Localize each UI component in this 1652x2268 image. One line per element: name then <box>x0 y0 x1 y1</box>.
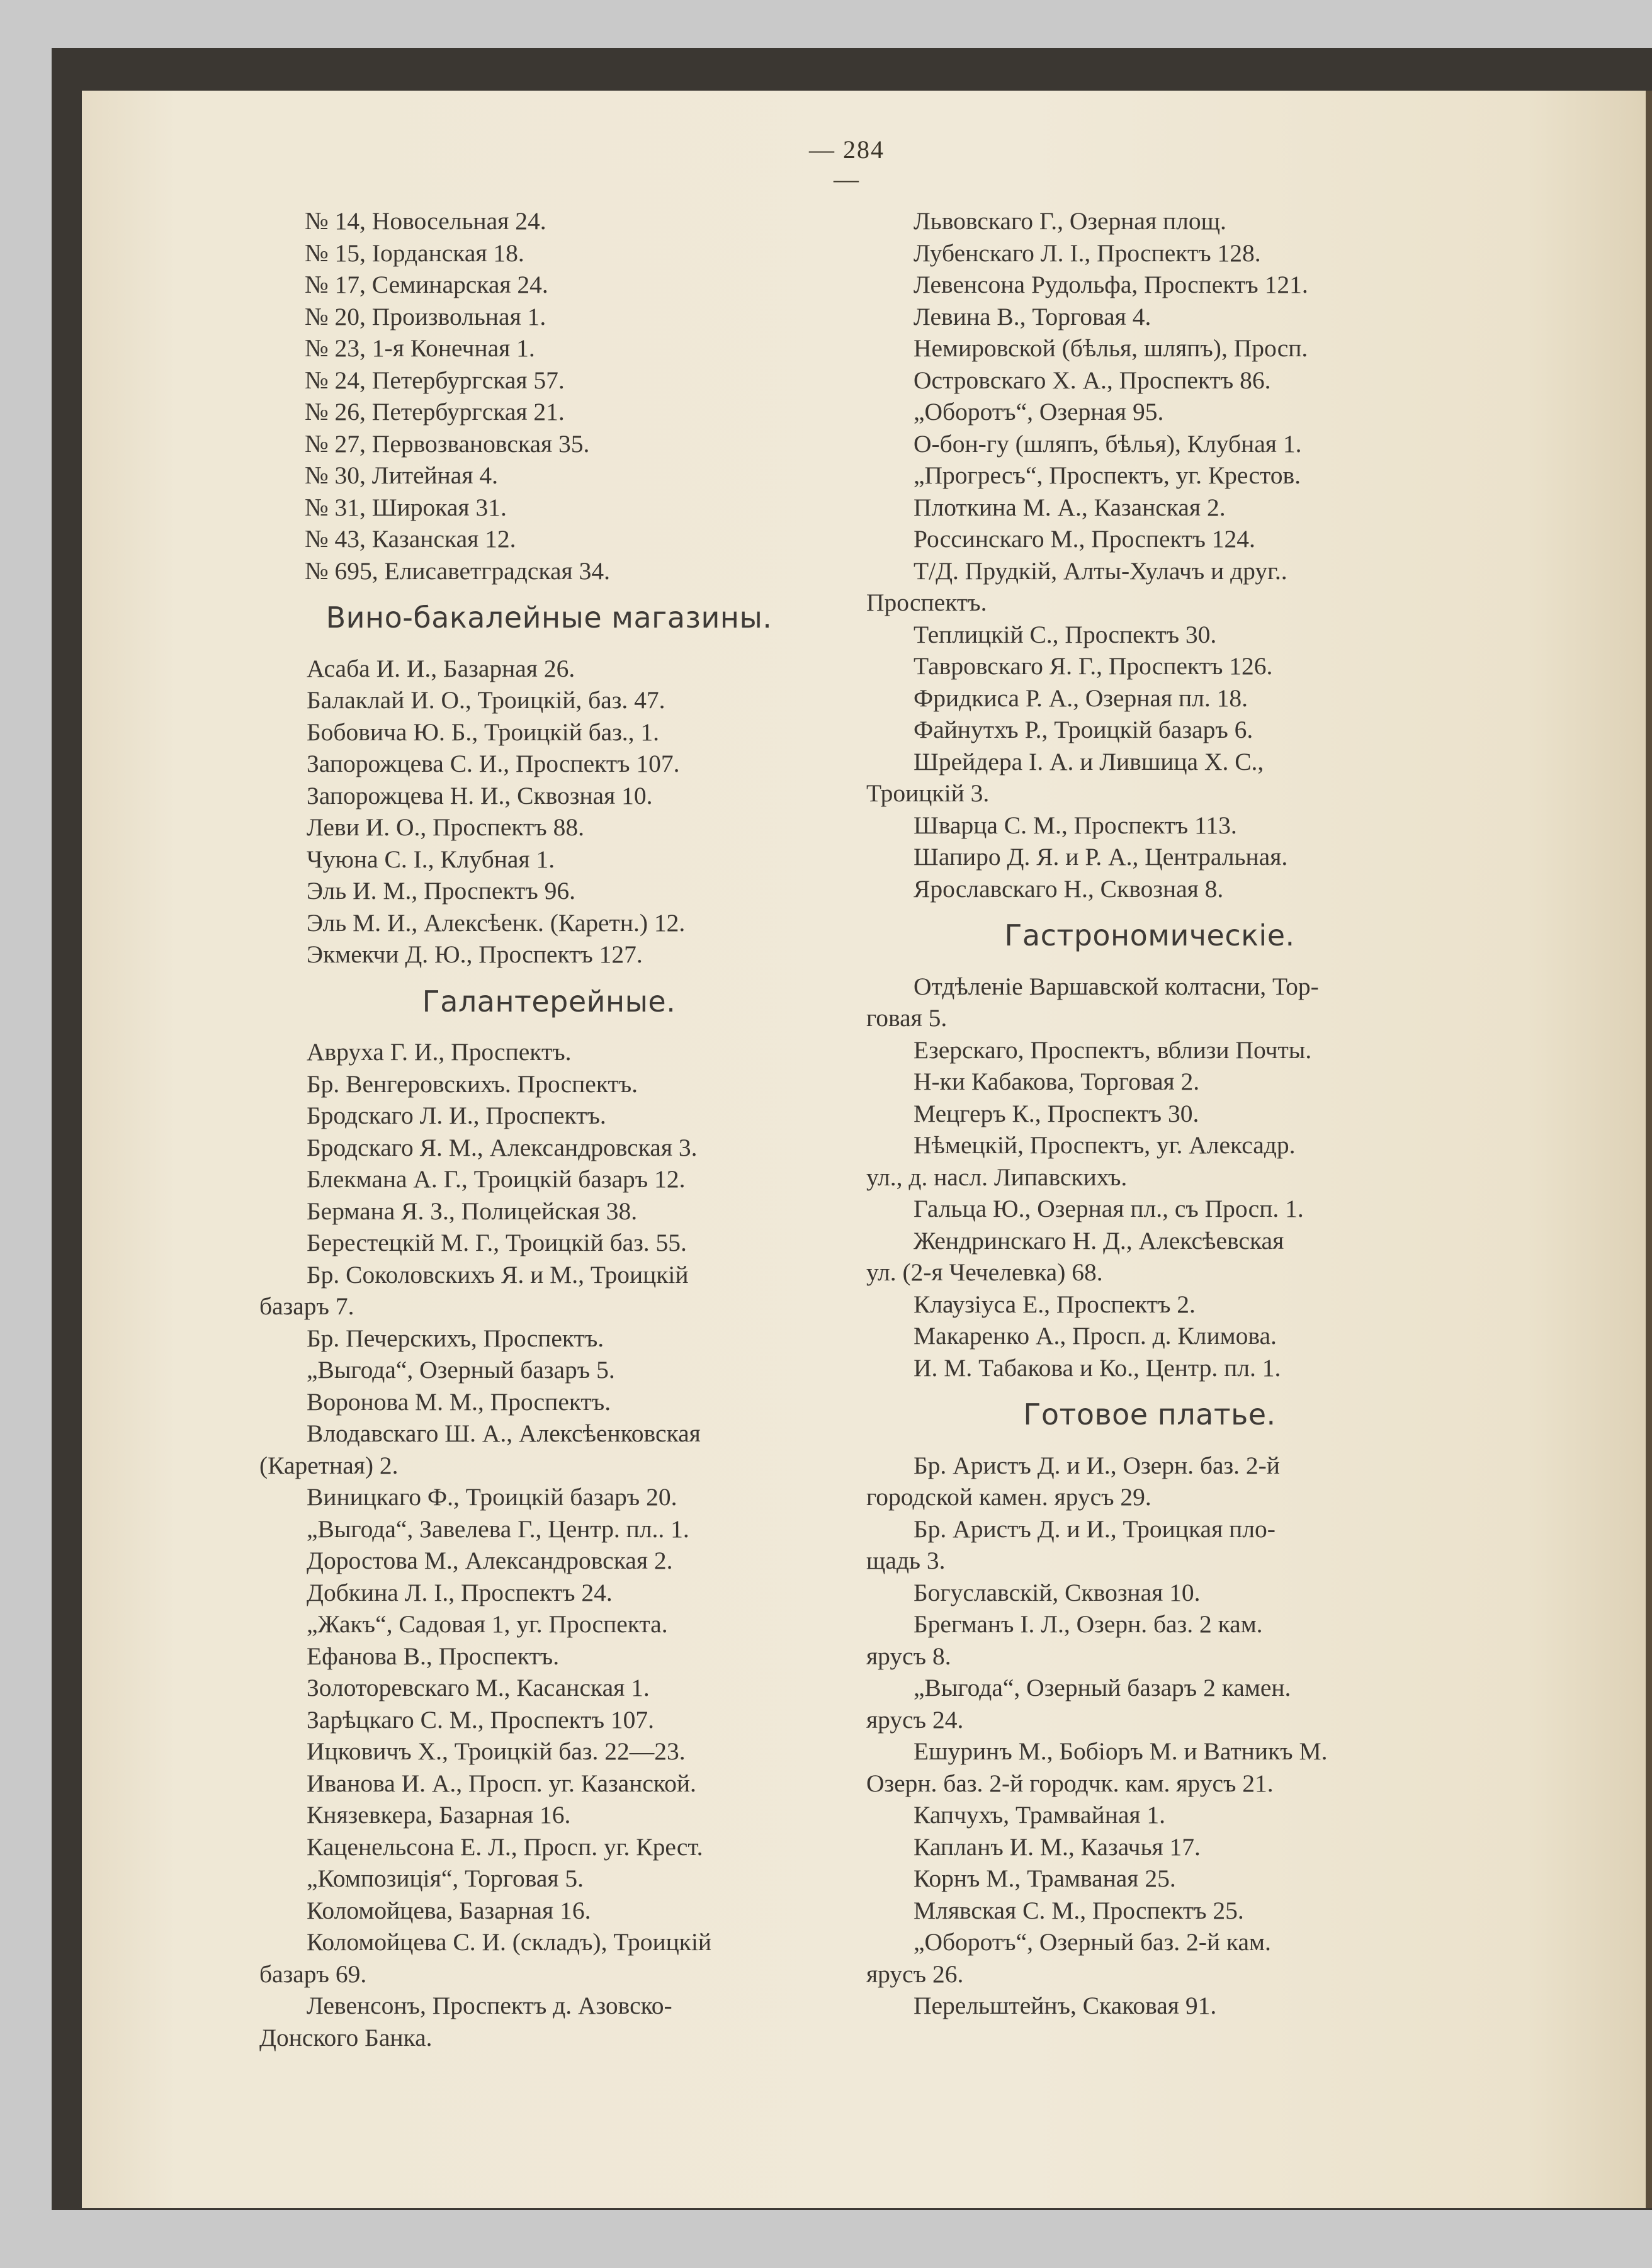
directory-entry: Т/Д. Прудкій, Алты-Хулачъ и друг.. <box>914 556 1287 585</box>
directory-entry: Тавровскаго Я. Г., Проспектъ 126. <box>914 652 1273 680</box>
directory-entry: Коломойцева, Базарная 16. <box>307 1896 591 1924</box>
directory-entry: Влодавскаго Ш. А., Алексѣенковская <box>307 1419 701 1447</box>
directory-entry: Езерскаго, Проспектъ, вблизи Почты. <box>914 1035 1312 1064</box>
directory-entry-continuation: ул., д. насл. Липавскихъ. <box>866 1163 1128 1191</box>
directory-entry: Воронова М. М., Проспектъ. <box>307 1387 611 1416</box>
directory-entry: Макаренко А., Просп. д. Климова. <box>914 1322 1277 1350</box>
directory-entry: Бр. Печерскихъ, Проспектъ. <box>307 1324 604 1352</box>
directory-entry: № 27, Первозвановская 35. <box>305 429 590 458</box>
section-heading: Вино-бакалейные магазины. <box>325 601 772 635</box>
directory-entry-continuation: базаръ 69. <box>259 1960 367 1988</box>
directory-entry: Бродскаго Л. И., Проспектъ. <box>307 1102 606 1129</box>
directory-entry: Файнутхъ Р., Троицкій базаръ 6. <box>914 716 1253 743</box>
directory-entry: „Выгода“, Озерный базаръ 5. <box>307 1356 615 1384</box>
section-heading: Готовое платье. <box>1023 1397 1276 1431</box>
page-number: — 284 — <box>809 135 885 193</box>
directory-entry: Леви И. О., Проспектъ 88. <box>307 813 584 841</box>
directory-entry: Жендринскаго Н. Д., Алексѣевская <box>914 1226 1284 1255</box>
directory-entry: Берестецкій М. Г., Троицкій баз. 55. <box>307 1229 687 1256</box>
left-column <box>259 205 839 2053</box>
directory-entry: „Жакъ“, Садовая 1, уг. Проспекта. <box>307 1610 668 1638</box>
directory-entry: Плоткина М. А., Казанская 2. <box>914 493 1226 521</box>
directory-entry: Богуславскій, Сквозная 10. <box>914 1578 1201 1606</box>
directory-entry: Ешуринъ М., Бобіоръ М. и Ватникъ М. <box>914 1737 1328 1765</box>
directory-entry: Левенсонъ, Проспектъ д. Азовско- <box>307 1992 672 2019</box>
directory-entry: Блекмана А. Г., Троицкій базаръ 12. <box>307 1165 686 1193</box>
directory-entry: № 30, Литейная 4. <box>305 461 499 489</box>
directory-entry: № 695, Елисаветградская 34. <box>305 556 610 585</box>
right-column <box>866 205 1433 2022</box>
directory-entry: О-бон-гу (шляпъ, бѣлья), Клубная 1. <box>914 429 1302 458</box>
directory-entry: Эль И. М., Проспектъ 96. <box>307 877 575 905</box>
section-heading: Гастрономическіе. <box>1004 918 1295 952</box>
directory-entry: Авруха Г. И., Проспектъ. <box>307 1038 572 1066</box>
directory-entry: Шапиро Д. Я. и Р. А., Центральная. <box>914 843 1288 871</box>
directory-entry: „Композиція“, Торговая 5. <box>307 1865 584 1892</box>
directory-entry: Шрейдера І. А. и Лившица Х. С., <box>914 747 1264 776</box>
directory-entry: Фридкиса Р. А., Озерная пл. 18. <box>914 684 1248 712</box>
directory-entry: Левенсона Рудольфа, Проспектъ 121. <box>914 271 1308 298</box>
directory-entry: № 24, Петербургская 57. <box>305 366 565 394</box>
directory-entry: Россинскаго М., Проспектъ 124. <box>914 525 1255 553</box>
directory-entry: Бермана Я. З., Полицейская 38. <box>307 1197 638 1225</box>
directory-entry: № 43, Казанская 12. <box>305 525 516 553</box>
directory-entry-continuation: ярусъ 8. <box>866 1642 951 1670</box>
directory-entry-continuation: базаръ 7. <box>259 1292 354 1320</box>
directory-entry: Бобовича Ю. Б., Троицкій баз., 1. <box>307 718 660 746</box>
directory-entry: Н-ки Кабакова, Торговая 2. <box>914 1068 1200 1095</box>
section-heading: Галантерейные. <box>422 984 676 1018</box>
directory-entry: Иванова И. А., Просп. уг. Казанской. <box>307 1769 696 1797</box>
directory-entry: Доростова М., Александровская 2. <box>307 1547 673 1574</box>
directory-entry: Ярославскаго Н., Сквозная 8. <box>914 874 1224 903</box>
directory-entry: № 14, Новосельная 24. <box>305 207 546 235</box>
directory-entry: Каценельсона Е. Л., Просп. уг. Крест. <box>307 1832 703 1861</box>
directory-entry: № 31, Широкая 31. <box>305 493 507 521</box>
directory-entry: Перельштейнъ, Скаковая 91. <box>914 1992 1217 2019</box>
directory-entry-continuation: ул. (2-я Чечелевка) 68. <box>866 1258 1103 1286</box>
directory-entry: Корнъ М., Трамваная 25. <box>914 1865 1176 1892</box>
directory-entry: И. М. Табакова и Ко., Центр. пл. 1. <box>914 1353 1281 1382</box>
directory-entry: Бр. Аристъ Д. и И., Озерн. баз. 2-й <box>914 1451 1280 1479</box>
directory-entry: „Прогресъ“, Проспектъ, уг. Крестов. <box>914 461 1301 489</box>
directory-entry-continuation: Проспектъ. <box>866 589 987 616</box>
directory-entry: Немировской (бѣлья, шляпъ), Просп. <box>914 334 1308 362</box>
directory-entry: № 23, 1-я Конечная 1. <box>305 334 535 362</box>
directory-entry: Львовскаго Г., Озерная площ. <box>914 207 1226 235</box>
directory-entry: Золоторевскаго М., Касанская 1. <box>307 1674 650 1701</box>
directory-entry: „Оборотъ“, Озерный баз. 2-й кам. <box>914 1928 1271 1956</box>
directory-entry-continuation: ярусъ 26. <box>866 1960 964 1988</box>
directory-entry: „Выгода“, Озерный базаръ 2 камен. <box>914 1674 1291 1701</box>
directory-entry-continuation: Троицкій 3. <box>866 779 990 807</box>
directory-entry: Запорожцева С. И., Проспектъ 107. <box>307 750 680 777</box>
directory-entry: Островскаго Х. А., Проспектъ 86. <box>914 366 1271 394</box>
directory-entry: № 17, Семинарская 24. <box>305 271 548 298</box>
directory-entry: Лубенскаго Л. І., Проспектъ 128. <box>914 239 1261 267</box>
directory-entry: Теплицкій С., Проспектъ 30. <box>914 620 1217 648</box>
directory-entry-continuation: говая 5. <box>866 1004 948 1032</box>
directory-entry: Брегманъ І. Л., Озерн. баз. 2 кам. <box>914 1610 1263 1638</box>
directory-entry: Левина В., Торговая 4. <box>914 302 1151 330</box>
directory-entry: № 26, Петербургская 21. <box>305 398 565 426</box>
directory-entry: Отдѣленіе Варшавской колтасни, Тор- <box>914 972 1319 1000</box>
directory-entry: Шварца С. М., Проспектъ 113. <box>914 811 1237 839</box>
directory-entry: Бродскаго Я. М., Александровская 3. <box>307 1133 698 1161</box>
directory-entry: № 15, Іорданская 18. <box>305 239 524 267</box>
directory-entry-continuation: Озерн. баз. 2-й городчк. кам. ярусъ 21. <box>866 1769 1274 1797</box>
directory-entry: Капчухъ, Трамвайная 1. <box>914 1801 1166 1829</box>
directory-entry-continuation: (Каретная) 2. <box>259 1451 399 1479</box>
page-edge <box>1646 91 1652 2208</box>
directory-entry: Клаузіуса Е., Проспектъ 2. <box>914 1290 1196 1318</box>
directory-entry: Виницкаго Ф., Троицкій базаръ 20. <box>307 1483 677 1511</box>
directory-entry: Капланъ И. М., Казачья 17. <box>914 1832 1201 1861</box>
directory-entry: Добкина Л. І., Проспектъ 24. <box>307 1578 613 1606</box>
directory-entry: Запорожцева Н. И., Сквозная 10. <box>307 781 653 810</box>
directory-entry: Бр. Аристъ Д. и И., Троицкая пло- <box>914 1515 1276 1543</box>
directory-entry: Эль М. И., Алексѣенк. (Каретн.) 12. <box>307 908 686 937</box>
directory-entry: № 20, Произвольная 1. <box>305 302 546 330</box>
directory-entry: Бр. Венгеровскихъ. Проспектъ. <box>307 1069 638 1098</box>
directory-entry: Чуюна С. І., Клубная 1. <box>307 845 555 873</box>
directory-entry: „Выгода“, Завелева Г., Центр. пл.. 1. <box>307 1515 689 1543</box>
directory-entry: Коломойцева С. И. (складъ), Троицкій <box>307 1928 712 1956</box>
directory-entry: Нѣмецкій, Проспектъ, уг. Алексадр. <box>914 1131 1296 1159</box>
directory-entry: Млявская С. М., Проспектъ 25. <box>914 1896 1244 1924</box>
directory-entry-continuation: Донского Банка. <box>259 2023 433 2051</box>
directory-entry: Экмекчи Д. Ю., Проспектъ 127. <box>307 940 643 968</box>
directory-entry-continuation: ярусъ 24. <box>866 1705 964 1734</box>
directory-entry-continuation: щадь 3. <box>866 1547 946 1574</box>
directory-entry: Ицковичъ Х., Троицкій баз. 22—23. <box>307 1737 686 1765</box>
directory-entry: Зарѣцкаго С. М., Проспектъ 107. <box>307 1705 655 1734</box>
directory-entry: Мецгеръ К., Проспектъ 30. <box>914 1099 1199 1127</box>
directory-entry: Князевкера, Базарная 16. <box>307 1801 571 1829</box>
directory-entry: Балаклай И. О., Троицкій, баз. 47. <box>307 686 665 714</box>
directory-entry: Гальца Ю., Озерная пл., съ Просп. 1. <box>914 1195 1304 1222</box>
directory-entry: Асаба И. И., Базарная 26. <box>307 654 575 682</box>
directory-entry: Ефанова В., Проспектъ. <box>307 1642 560 1670</box>
directory-entry: „Оборотъ“, Озерная 95. <box>914 398 1164 426</box>
directory-entry-continuation: городской камен. ярусъ 29. <box>866 1483 1151 1511</box>
directory-entry: Бр. Соколовскихъ Я. и М., Троицкій <box>307 1260 689 1289</box>
